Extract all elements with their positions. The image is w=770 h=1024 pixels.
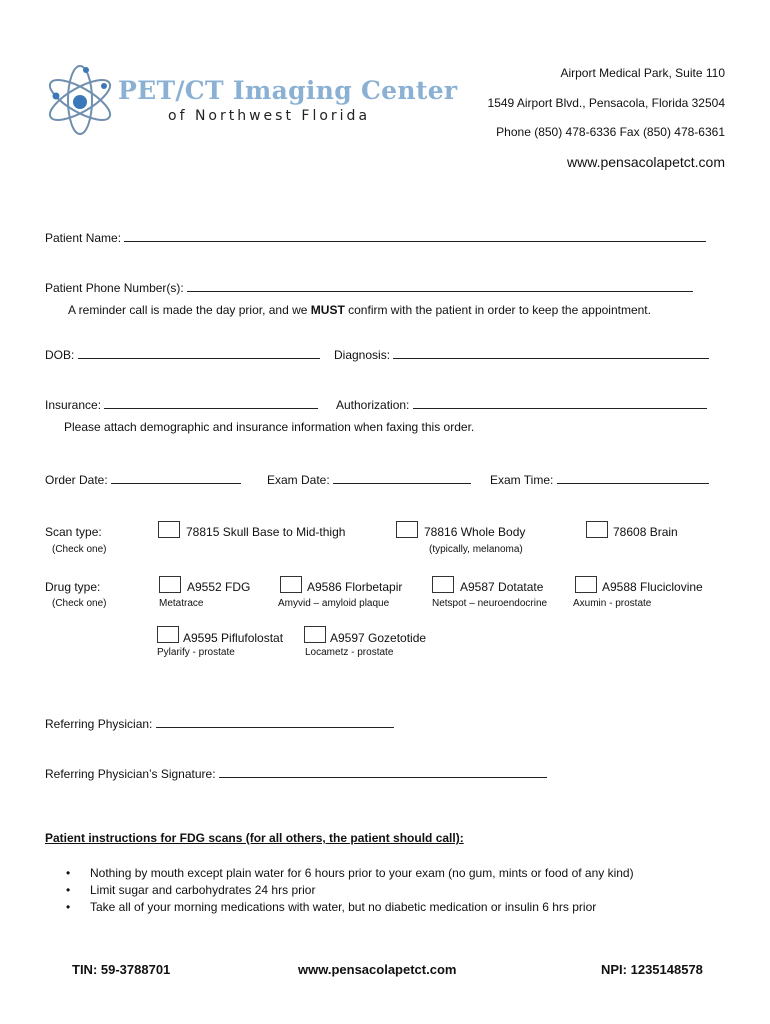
drug-a9552-checkbox[interactable]: [159, 576, 181, 593]
reminder-text-bold: MUST: [310, 303, 345, 317]
drug-a9588-sub: Axumin - prostate: [573, 598, 652, 609]
list-item: • Limit sugar and carbohydrates 24 hrs prior: [66, 882, 634, 899]
patient-name-label: Patient Name:: [45, 231, 122, 245]
patient-phone-line[interactable]: [187, 279, 693, 292]
drug-a9586-checkbox[interactable]: [280, 576, 302, 593]
footer-tin: TIN: 59-3788701: [72, 962, 171, 977]
exam-date-label: Exam Date:: [267, 473, 330, 487]
list-item: • Nothing by mouth except plain water for 6 hours prior to your exam (no gum, mints or food of any kind): [66, 865, 634, 882]
scan-78816-label: 78816 Whole Body: [424, 525, 526, 539]
dob-label: DOB:: [45, 348, 75, 362]
drug-a9588-label: A9588 Fluciclovine: [602, 580, 703, 594]
drug-a9588-checkbox[interactable]: [575, 576, 597, 593]
drug-a9552-label: A9552 FDG: [187, 580, 251, 594]
referring-physician-row: [45, 715, 394, 731]
header-website: www.pensacolapetct.com: [567, 154, 725, 170]
scan-type-label: Scan type:: [45, 525, 102, 539]
footer-npi: NPI: 1235148578: [601, 962, 703, 977]
scan-78816-checkbox[interactable]: [396, 521, 418, 538]
drug-a9587-checkbox[interactable]: [432, 576, 454, 593]
exam-date-row: [267, 471, 471, 487]
drug-a9586-label: A9586 Florbetapir: [307, 580, 403, 594]
drug-a9595-sub: Pylarify - prostate: [157, 647, 235, 658]
referring-physician-line[interactable]: [156, 715, 394, 728]
phone-fax: Phone (850) 478-6336 Fax (850) 478-6361: [496, 125, 725, 139]
scan-78815-label: 78815 Skull Base to Mid-thigh: [186, 525, 346, 539]
footer-website: www.pensacolapetct.com: [298, 962, 457, 977]
drug-a9597-label: A9597 Gozetotide: [330, 631, 427, 645]
scan-78608-checkbox[interactable]: [586, 521, 608, 538]
drug-a9597-sub: Locametz - prostate: [305, 647, 394, 658]
exam-time-line[interactable]: [557, 471, 709, 484]
attach-note: Please attach demographic and insurance information when faxing this order.: [64, 420, 475, 434]
patient-phone-label: Patient Phone Number(s):: [45, 281, 184, 295]
drug-type-note: (Check one): [52, 598, 107, 609]
diagnosis-line[interactable]: [393, 346, 709, 359]
order-date-line[interactable]: [111, 471, 241, 484]
physician-signature-row: [45, 765, 547, 781]
diagnosis-row: [334, 346, 709, 362]
reminder-text-pre: A reminder call is made the day prior, and we: [68, 303, 311, 317]
authorization-row: [336, 396, 707, 412]
diagnosis-label: Diagnosis:: [334, 348, 391, 362]
drug-a9587-label: A9587 Dotatate: [460, 580, 544, 594]
reminder-note: [68, 303, 651, 317]
insurance-line[interactable]: [104, 396, 318, 409]
authorization-line[interactable]: [413, 396, 707, 409]
exam-date-line[interactable]: [333, 471, 471, 484]
patient-phone-row: [45, 279, 693, 295]
scan-type-note: (Check one): [52, 544, 107, 555]
drug-a9552-sub: Metatrace: [159, 598, 204, 609]
drug-a9586-sub: Amyvid – amyloid plaque: [278, 598, 390, 609]
exam-time-row: [490, 471, 709, 487]
address-line-2: 1549 Airport Blvd., Pensacola, Florida 32504: [487, 96, 725, 110]
patient-name-row: [45, 229, 706, 245]
drug-a9597-checkbox[interactable]: [304, 626, 326, 643]
address-line-1: Airport Medical Park, Suite 110: [560, 66, 725, 80]
reminder-text-post: confirm with the patient in order to keep the appointment.: [344, 303, 651, 317]
patient-name-line[interactable]: [124, 229, 706, 242]
drug-type-label: Drug type:: [45, 580, 101, 594]
scan-78608-label: 78608 Brain: [613, 525, 678, 539]
dob-line[interactable]: [78, 346, 320, 359]
physician-signature-label: Referring Physician’s Signature:: [45, 767, 216, 781]
referring-physician-label: Referring Physician:: [45, 717, 153, 731]
drug-a9587-sub: Netspot – neuroendocrine: [432, 598, 548, 609]
drug-a9595-label: A9595 Piflufolostat: [183, 631, 284, 645]
insurance-row: [45, 396, 318, 412]
scan-78815-checkbox[interactable]: [158, 521, 180, 538]
authorization-label: Authorization:: [336, 398, 410, 412]
logo-subtitle: of Northwest Florida: [168, 108, 371, 124]
physician-signature-line[interactable]: [219, 765, 547, 778]
exam-time-label: Exam Time:: [490, 473, 554, 487]
insurance-label: Insurance:: [45, 398, 102, 412]
instructions-heading: Patient instructions for FDG scans (for all others, the patient should call):: [45, 831, 464, 845]
logo-title: PET/CT Imaging Center: [118, 76, 458, 105]
drug-a9595-checkbox[interactable]: [157, 626, 179, 643]
order-date-label: Order Date:: [45, 473, 108, 487]
instructions-list: [66, 865, 634, 916]
list-item: • Take all of your morning medications with water, but no diabetic medication or insulin 6 hrs prior: [66, 899, 634, 916]
order-date-row: [45, 471, 241, 487]
scan-78816-sub: (typically, melanoma): [429, 544, 523, 555]
dob-row: [45, 346, 320, 362]
